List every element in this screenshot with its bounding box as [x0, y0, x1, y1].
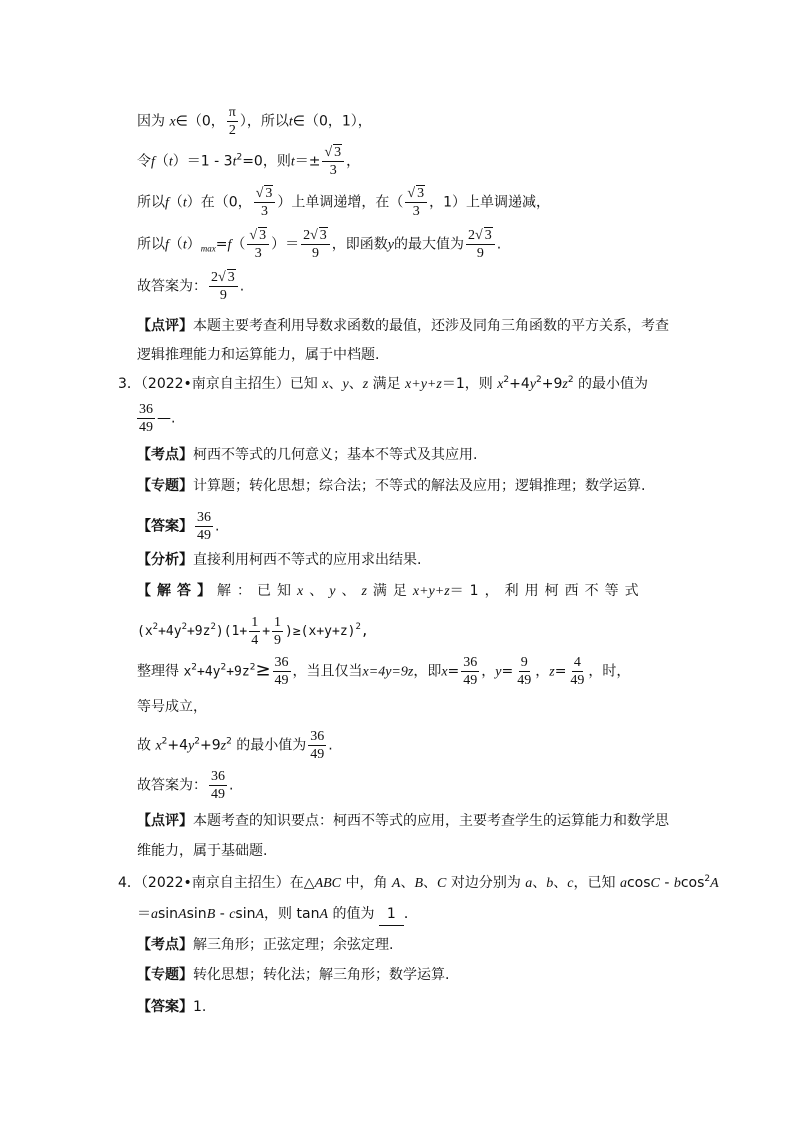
var: y — [342, 377, 349, 392]
text: ，时， — [588, 663, 631, 680]
exponent: 2 — [536, 375, 542, 385]
q3-jieda-line-5 — [137, 729, 333, 762]
zhuanti-tag: 【专题】 — [137, 967, 193, 983]
text: . — [328, 737, 333, 754]
numerator: 1 — [251, 615, 259, 630]
text: +4y — [158, 624, 182, 639]
solution-line-domain — [137, 105, 372, 138]
numerator: √ 3 — [322, 145, 344, 162]
text: ，即 — [413, 663, 442, 680]
exponent: 2 — [152, 622, 159, 632]
text: +9 — [541, 376, 563, 392]
text: ，已知 — [573, 875, 620, 891]
numerator: 1 — [274, 615, 282, 630]
denominator: 2 — [228, 123, 236, 138]
expression: x=4y=9z — [362, 664, 414, 680]
text: . — [229, 777, 234, 794]
text: 直接利用柯西不等式的应用求出结果. — [193, 552, 422, 568]
text: 解：已知 — [217, 583, 297, 599]
radicand: 3 — [319, 228, 327, 243]
denominator: 9 — [274, 633, 282, 648]
var: a — [151, 907, 158, 922]
exponent: 2 — [181, 622, 187, 632]
text: - — [215, 906, 230, 922]
text: ， — [481, 663, 496, 680]
text: 对边分别为 — [446, 875, 526, 891]
numerator: 4 — [573, 655, 581, 670]
text: （ — [231, 236, 246, 253]
radicand: 3 — [259, 228, 267, 243]
fraction-sqrt3-3 — [322, 145, 344, 178]
text: 的最小值为 — [231, 737, 307, 754]
text: 所以 — [137, 236, 165, 253]
text: （ — [154, 153, 169, 170]
text: +9 — [200, 737, 221, 754]
fraction-36-49 — [209, 769, 227, 802]
coefficient: 2 — [468, 228, 475, 243]
q3-jieda-line-1 — [137, 580, 645, 603]
question-4 — [118, 872, 719, 895]
var: x — [441, 664, 448, 680]
var: x — [297, 584, 310, 599]
var: f — [151, 154, 155, 170]
denominator: 3 — [412, 204, 420, 219]
text: x — [183, 664, 192, 680]
radicand: 3 — [227, 270, 235, 285]
text: 本题主要考查利用导数求函数的最值，还涉及同角三角函数的平方关系，考查 — [193, 318, 669, 334]
var: z — [220, 738, 227, 754]
var: z — [562, 377, 568, 392]
q3-dianping-line-2 — [137, 840, 267, 862]
coefficient: 2 — [303, 228, 311, 243]
text: ） — [186, 236, 201, 253]
text: 的值为 — [328, 906, 379, 922]
var: b — [673, 876, 681, 891]
solution-line-max — [137, 228, 501, 261]
text: ＝± — [294, 153, 321, 170]
exponent: 2 — [194, 736, 200, 747]
text: = — [554, 663, 567, 680]
denominator: 49 — [274, 673, 289, 688]
fraction-2sqrt3-9 — [209, 270, 238, 303]
var: t — [232, 154, 237, 170]
text: sin — [186, 906, 207, 922]
text: （ — [168, 194, 183, 211]
var: a — [619, 876, 627, 891]
numerator: 36 — [197, 510, 211, 525]
text: ，当且仅当 — [292, 663, 363, 680]
text: ）＝ — [271, 236, 300, 253]
var: A — [391, 876, 401, 891]
q3-jieda-line-3 — [137, 655, 630, 688]
q4-zhuanti — [137, 964, 449, 986]
text: ＝1，利用柯西不等式 — [449, 583, 645, 599]
numerator: 9 — [520, 655, 528, 670]
fraction-36-49 — [308, 729, 326, 762]
numerator: 2√ 3 — [209, 270, 238, 287]
daan-tag: 【答案】 — [137, 518, 193, 535]
var: y — [329, 584, 342, 599]
jieda-tag: 【解答】 — [137, 583, 217, 599]
denominator: 49 — [211, 787, 225, 802]
text: = — [215, 236, 228, 253]
radicand: 3 — [334, 145, 342, 160]
denominator: 4 — [251, 633, 259, 648]
q3-dianping-line-1 — [137, 810, 669, 832]
text: sin — [235, 906, 256, 922]
var: t — [168, 154, 173, 170]
text: ∈（0，1）， — [292, 113, 372, 130]
var: a — [525, 876, 533, 891]
var: f — [165, 237, 169, 253]
text: 故答案为： — [137, 777, 207, 794]
fraction-sqrt3-3 — [405, 186, 427, 219]
question-3-answer-blank — [137, 402, 175, 435]
q3-jieda-line-2 — [137, 615, 369, 648]
text: = — [447, 663, 460, 680]
fraction-36-49 — [273, 655, 291, 688]
var: c — [229, 907, 236, 922]
fraction-1-4 — [249, 615, 260, 648]
denominator: 9 — [476, 246, 484, 261]
text: - — [659, 875, 674, 891]
var: t — [182, 195, 187, 211]
text: +4 — [509, 376, 530, 392]
exponent: 2 — [567, 375, 574, 385]
exponent: 2 — [249, 662, 256, 673]
var: A — [178, 907, 187, 922]
fraction-pi-2 — [227, 105, 238, 138]
text: ∈（0， — [175, 113, 225, 130]
denominator: 9 — [311, 246, 319, 261]
var: f — [227, 237, 232, 253]
var: B — [206, 907, 216, 922]
text: 、 — [348, 376, 363, 392]
text: +9z — [226, 664, 250, 680]
denominator: 49 — [139, 420, 153, 435]
fraction-sqrt3-3 — [247, 228, 269, 261]
text: ＝ — [137, 906, 151, 922]
numerator: 36 — [211, 769, 225, 784]
text: 、 — [309, 583, 330, 599]
solution-line-monotonic — [137, 186, 550, 219]
text: ，则 tan — [264, 906, 320, 922]
text: ）＝1 - 3 — [172, 153, 233, 170]
text: 1. — [193, 999, 207, 1015]
numerator: √ 3 — [247, 228, 269, 245]
text: 、 — [400, 875, 415, 891]
text: 、 — [532, 875, 547, 891]
var: t — [288, 114, 293, 130]
var: x — [169, 114, 176, 130]
question-3 — [118, 373, 648, 396]
fraction-36-49 — [461, 655, 479, 688]
comment-line-1 — [137, 315, 669, 337]
q3-kaodian — [137, 444, 477, 466]
fraction-sqrt3-3 — [254, 186, 276, 219]
q3-jieda-line-6 — [137, 769, 233, 802]
var: z — [361, 584, 373, 599]
text: . — [496, 236, 502, 253]
numerator: 36 — [463, 655, 478, 670]
text: 的最小值为 — [573, 376, 649, 392]
text: 等号成立， — [137, 699, 207, 715]
text: 故 — [137, 737, 156, 754]
exponent: 2 — [226, 736, 232, 747]
var: y — [529, 377, 536, 392]
var: x — [322, 377, 329, 392]
text: 解三角形；正弦定理；余弦定理. — [193, 937, 394, 953]
text: ）在（0， — [186, 194, 252, 211]
expression: x+y+z — [405, 377, 442, 392]
solution-line-derivative — [137, 145, 360, 178]
q4-daan — [137, 996, 206, 1018]
var: A — [710, 876, 719, 891]
var: x — [155, 738, 162, 754]
numerator: π — [228, 105, 236, 120]
fraction-36-49 — [137, 402, 155, 435]
text: ≥ — [255, 659, 271, 681]
denominator: 3 — [329, 163, 337, 178]
text: 故答案为： — [137, 278, 207, 295]
var: x — [497, 377, 504, 392]
text: 计算题；转化思想；综合法；不等式的解法及应用；逻辑推理；数学运算. — [193, 478, 646, 494]
answer-line — [137, 270, 244, 303]
text: . — [239, 278, 245, 295]
radicand: 3 — [265, 186, 273, 201]
exponent: 2 — [503, 375, 510, 385]
text: 转化思想；转化法；解三角形；数学运算. — [193, 967, 450, 983]
text: 、 — [328, 376, 343, 392]
var: f — [165, 195, 169, 211]
text: 满足 — [372, 583, 413, 599]
q4-kaodian — [137, 934, 393, 956]
numerator: 36 — [310, 729, 325, 744]
text: 、 — [553, 875, 568, 891]
text: （ — [168, 236, 183, 253]
text: 整理得 — [137, 663, 184, 680]
daan-tag: 【答案】 — [137, 999, 193, 1015]
fenxi-tag: 【分析】 — [137, 552, 193, 568]
denominator: 49 — [310, 747, 325, 762]
exponent: 2 — [161, 736, 168, 747]
zhuanti-tag: 【专题】 — [137, 478, 193, 494]
text: 因为 — [137, 113, 170, 130]
text: = — [501, 663, 514, 680]
text: +9z — [186, 624, 211, 639]
denominator: 9 — [219, 288, 227, 303]
q3-zhuanti — [137, 475, 645, 497]
kaodian-tag: 【考点】 — [137, 937, 193, 953]
text: 令 — [137, 153, 151, 170]
numerator: √ 3 — [254, 186, 276, 203]
var: c — [567, 876, 574, 891]
text: 维能力，属于基础题. — [137, 843, 268, 859]
text: cos — [626, 875, 651, 891]
exponent: 2 — [191, 662, 198, 673]
text: )≥(x+y+z) — [285, 624, 356, 639]
fraction-2sqrt3-9 — [466, 228, 495, 261]
numerator: 2√ 3 — [301, 228, 330, 245]
var: b — [546, 876, 554, 891]
var: t — [290, 154, 295, 170]
fraction-4-49 — [568, 655, 586, 688]
subscript: max — [200, 243, 216, 254]
text: + — [262, 624, 271, 639]
numerator: 36 — [274, 655, 289, 670]
q3-jieda-line-4 — [137, 696, 207, 718]
var: z — [549, 664, 555, 680]
text: 中，角 — [341, 875, 392, 891]
text: cos — [680, 875, 705, 891]
var: y — [188, 738, 195, 754]
text: ），所以 — [239, 113, 289, 130]
text: 、 — [423, 875, 438, 891]
var: z — [362, 377, 369, 392]
text: ． — [403, 906, 418, 922]
radicand: 3 — [484, 228, 492, 243]
text: —. — [157, 410, 176, 427]
exponent: 2 — [355, 622, 361, 632]
var: C — [650, 876, 660, 891]
fraction-9-49 — [515, 655, 533, 688]
fraction-36-49 — [195, 510, 213, 543]
exponent: 2 — [210, 622, 216, 632]
numerator: √ 3 — [405, 186, 427, 203]
text: +4y — [197, 664, 221, 680]
text: , — [360, 624, 369, 639]
text: 的最大值为 — [394, 236, 464, 253]
var: t — [182, 237, 187, 253]
comment-tag: 【点评】 — [137, 318, 193, 334]
answer-blank: 1 — [379, 903, 404, 926]
denominator: 49 — [197, 528, 211, 543]
text: ＝1，则 — [441, 376, 498, 392]
text: =0，则 — [242, 153, 291, 170]
radicand: 3 — [417, 186, 425, 201]
coefficient: 2 — [211, 270, 218, 285]
exponent: 2 — [236, 152, 243, 163]
kaodian-tag: 【考点】 — [137, 447, 193, 463]
denominator: 3 — [254, 246, 262, 261]
denominator: 49 — [463, 673, 478, 688]
var: y — [387, 237, 394, 253]
text: . — [215, 518, 220, 535]
text: ）上单调递增，在（ — [277, 194, 404, 211]
question-number: 4．（2022•南京自主招生）在△ — [118, 875, 315, 891]
denominator: 49 — [570, 673, 585, 688]
numerator: 2√ 3 — [466, 228, 495, 245]
text: (x — [137, 624, 153, 639]
question-4-line-2 — [137, 903, 418, 926]
text: 、 — [341, 583, 362, 599]
exponent: 2 — [704, 874, 711, 884]
q3-fenxi — [137, 549, 421, 571]
fraction-1-9 — [272, 615, 283, 648]
text: +4 — [167, 737, 189, 754]
var: ABC — [314, 876, 342, 891]
fraction-2sqrt3-9 — [301, 228, 330, 261]
var: B — [414, 876, 424, 891]
text: 所以 — [137, 194, 165, 211]
numerator: 36 — [139, 402, 153, 417]
var: C — [437, 876, 447, 891]
text: 本题考查的知识要点：柯西不等式的应用，主要考查学生的运算能力和数学思 — [193, 813, 669, 829]
text: sin — [158, 906, 179, 922]
var: A — [255, 907, 265, 922]
text: ，1）上单调递减， — [429, 194, 550, 211]
question-number: 3．（2022•南京自主招生）已知 — [118, 376, 323, 392]
denominator: 49 — [517, 673, 532, 688]
var: y — [495, 664, 502, 680]
text: 逻辑推理能力和运算能力，属于中档题. — [137, 347, 380, 363]
text: )(1+ — [215, 624, 248, 639]
var: A — [319, 907, 329, 922]
text: ， — [535, 663, 550, 680]
text: ，即函数 — [331, 236, 388, 253]
dianping-tag: 【点评】 — [137, 813, 193, 829]
exponent: 2 — [220, 662, 227, 673]
comment-line-2 — [137, 344, 379, 366]
text: ， — [346, 153, 361, 170]
denominator: 3 — [261, 204, 269, 219]
expression: x+y+z — [412, 584, 450, 599]
q3-daan — [137, 510, 219, 543]
text: 柯西不等式的几何意义；基本不等式及其应用. — [193, 447, 478, 463]
text: 满足 — [368, 376, 406, 392]
